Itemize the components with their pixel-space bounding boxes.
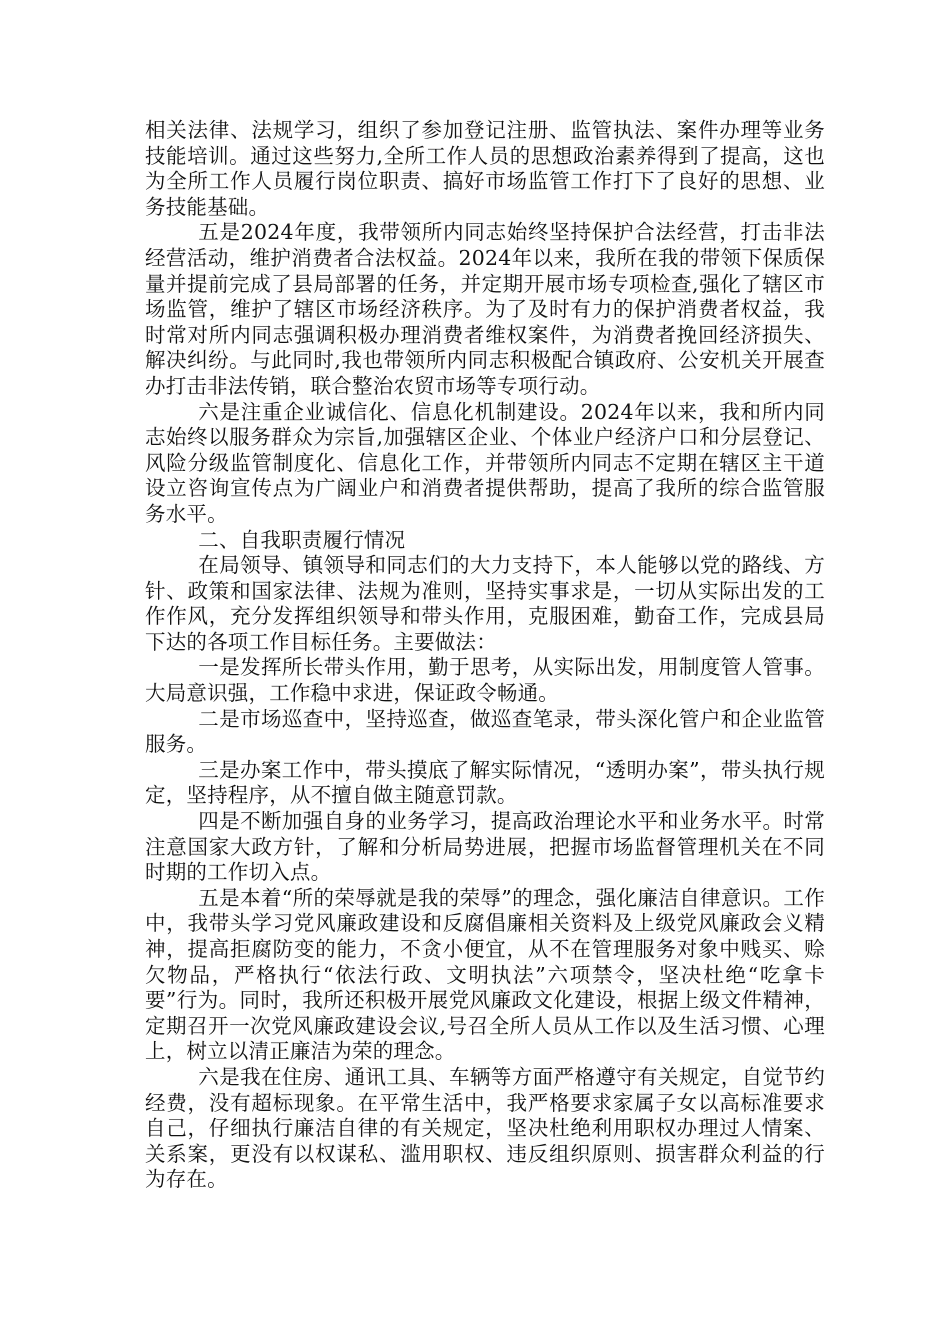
paragraph-item-six-a: 六是注重企业诚信化、信息化机制建设。2024年以来，我和所内同志始终以服务群众为宗旨,加强辖区企业、个体业户经济户口和分层登记、风险分级监管制度化、信息化工作，并带领所内同志不定期在辖区主干道设立咨询宣传点为广阔业户和消费者提供帮助，提高了我所的综合监管服务水平。 [145,399,825,526]
paragraph-item-five-a: 五是2024年度，我带领所内同志始终坚持保护合法经营，打击非法经营活动，维护消费者合法权益。2024年以来，我所在我的带领下保质保量并提前完成了县局部署的任务，并定期开展市场专项检查,强化了辖区市场监管，维护了辖区市场经济秩序。为了及时有力的保护消费者权益，我时常对所内同志强调积极办理消费者维权案件，为消费者挽回经济损失、解决纠纷。与此同时,我也带领所内同志积极配合镇政府、公安机关开展查办打击非法传销，联合整治农贸市场等专项行动。 [145,220,825,398]
paragraph-item-five-b: 五是本着“所的荣辱就是我的荣辱”的理念，强化廉洁自律意识。工作中，我带头学习党风廉政建设和反腐倡廉相关资料及上级党风廉政会义精神，提高拒腐防变的能力，不贪小便宜，从不在管理服务对象中贱买、赊欠物品，严格执行“依法行政、文明执法”六项禁令，坚决杜绝“吃拿卡要”行为。同时，我所还积极开展党风廉政文化建设，根据上级文件精神，定期召开一次党风廉政建设会议,号召全所人员从工作以及生活习惯、心理上，树立以清正廉洁为荣的理念。 [145,885,825,1064]
paragraph-item-four: 四是不断加强自身的业务学习，提高政治理论水平和业务水平。时常注意国家大政方针，了解和分析局势进展，把握市场监督管理机关在不同时期的工作切入点。 [145,809,825,885]
paragraph-item-three: 三是办案工作中，带头摸底了解实际情况，“透明办案”，带头执行规定，坚持程序，从不擅自做主随意罚款。 [145,757,825,808]
paragraph-intro: 在局领导、镇领导和同志们的大力支持下，本人能够以党的路线、方针、政策和国家法律、法规为准则，坚持实事求是，一切从实际出发的工作作风，充分发挥组织领导和带头作用，克服困难，勤奋工作，完成县局下达的各项工作目标任务。主要做法： [145,553,825,654]
paragraph-item-one: 一是发挥所长带头作用，勤于思考，从实际出发，用制度管人管事。大局意识强，工作稳中求进，保证政令畅通。 [145,655,825,706]
paragraph-continued: 相关法律、法规学习，组织了参加登记注册、监管执法、案件办理等业务技能培训。通过这些努力,全所工作人员的思想政治素养得到了提高，这也为全所工作人员履行岗位职责、搞好市场监管工作打下了良好的思想、业务技能基础。 [145,118,825,219]
document-body [145,118,825,1193]
paragraph-item-six-b: 六是我在住房、通讯工具、车辆等方面严格遵守有关规定，自觉节约经费，没有超标现象。在平常生活中，我严格要求家属子女以高标准要求自己，仔细执行廉洁自律的有关规定，坚决杜绝利用职权办理过人情案、关系案，更没有以权谋私、滥用职权、违反组织原则、损害群众利益的行为存在。 [145,1064,825,1192]
paragraph-item-two: 二是市场巡查中，坚持巡查，做巡查笔录，带头深化管户和企业监管服务。 [145,706,825,757]
section-heading: 二、自我职责履行情况 [198,527,406,552]
